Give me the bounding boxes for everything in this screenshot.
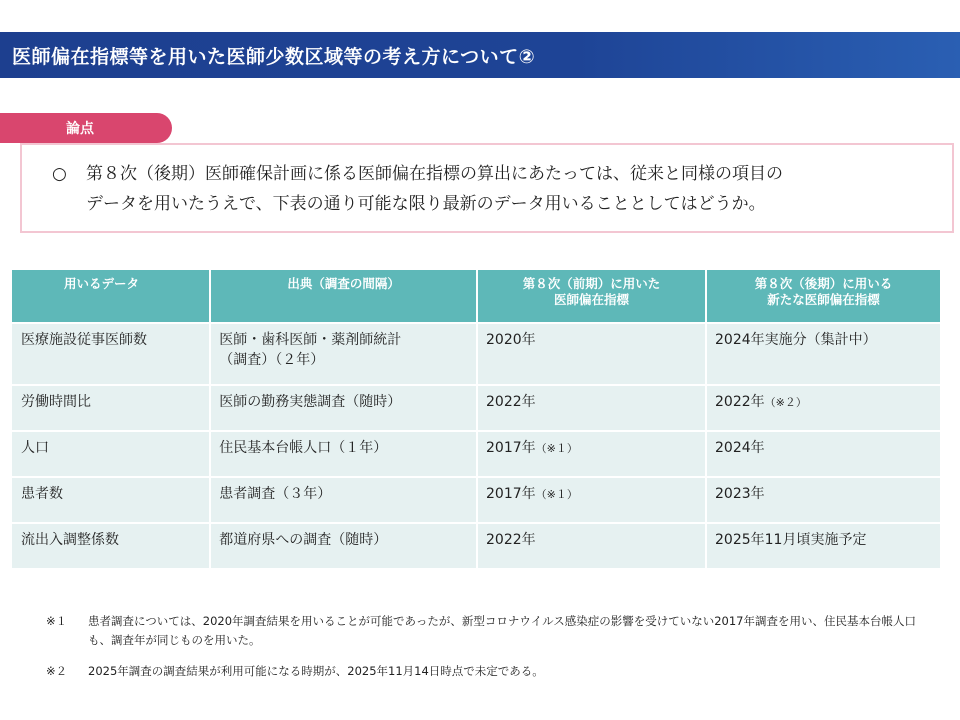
issue-bullet: ○ <box>52 164 67 184</box>
header-next: 第８次（後期）に用いる 新たな医師偏在指標 <box>707 270 940 322</box>
cell-prev: 2022年 <box>478 524 705 568</box>
cell-next: 2023年 <box>707 478 940 522</box>
footnote-mark: ※２ <box>46 664 68 678</box>
cell-source: 医師の勤務実態調査（随時） <box>211 386 476 430</box>
cell-next: 2024年 <box>707 432 940 476</box>
cell-next: 2024年実施分（集計中） <box>707 324 940 384</box>
cell-prev: 2017年（※１） <box>478 432 705 476</box>
table-header-row <box>12 270 940 322</box>
cell-data: 人口 <box>12 432 209 476</box>
cell-data: 患者数 <box>12 478 209 522</box>
footnote <box>46 662 926 681</box>
header-source: 出典（調査の間隔） <box>211 270 476 322</box>
cell-prev: 2017年（※１） <box>478 478 705 522</box>
footnote-text: 2025年調査の調査結果が利用可能になる時期が、2025年11月14日時点で未定である。 <box>88 664 544 678</box>
cell-source: 患者調査（３年） <box>211 478 476 522</box>
page-title: 医師偏在指標等を用いた医師少数区域等の考え方について② <box>0 32 960 78</box>
issue-label: 論点 <box>0 113 172 143</box>
issue-text-line2: データを用いたうえで、下表の通り可能な限り最新のデータ用いることとしてはどうか。 <box>86 194 766 214</box>
cell-source: 住民基本台帳人口（１年） <box>211 432 476 476</box>
table-row <box>12 478 940 522</box>
cell-next: 2022年（※２） <box>707 386 940 430</box>
cell-source: 医師・歯科医師・薬剤師統計 （調査）（２年） <box>211 324 476 384</box>
cell-data: 労働時間比 <box>12 386 209 430</box>
table-row <box>12 386 940 430</box>
footnote-text: 患者調査については、2020年調査結果を用いることが可能であったが、新型コロナウイルス感染症の影響を受けていない2017年調査を用い、住民基本台帳人口も、調査年が同じものを用いた。 <box>88 614 916 647</box>
footnote <box>46 612 926 650</box>
cell-data: 流出入調整係数 <box>12 524 209 568</box>
table-row <box>12 324 940 384</box>
data-table <box>10 268 942 570</box>
footnote-mark: ※１ <box>46 614 68 628</box>
issue-box <box>20 143 954 233</box>
cell-prev: 2022年 <box>478 386 705 430</box>
issue-text-line1: 第８次（後期）医師確保計画に係る医師偏在指標の算出にあたっては、従来と同様の項目の <box>86 164 783 184</box>
cell-prev: 2020年 <box>478 324 705 384</box>
header-prev: 第８次（前期）に用いた 医師偏在指標 <box>478 270 705 322</box>
footnotes <box>46 612 926 681</box>
header-data: 用いるデータ <box>12 270 209 322</box>
table-row <box>12 432 940 476</box>
cell-next: 2025年11月頃実施予定 <box>707 524 940 568</box>
cell-source: 都道府県への調査（随時） <box>211 524 476 568</box>
cell-data: 医療施設従事医師数 <box>12 324 209 384</box>
table-row <box>12 524 940 568</box>
